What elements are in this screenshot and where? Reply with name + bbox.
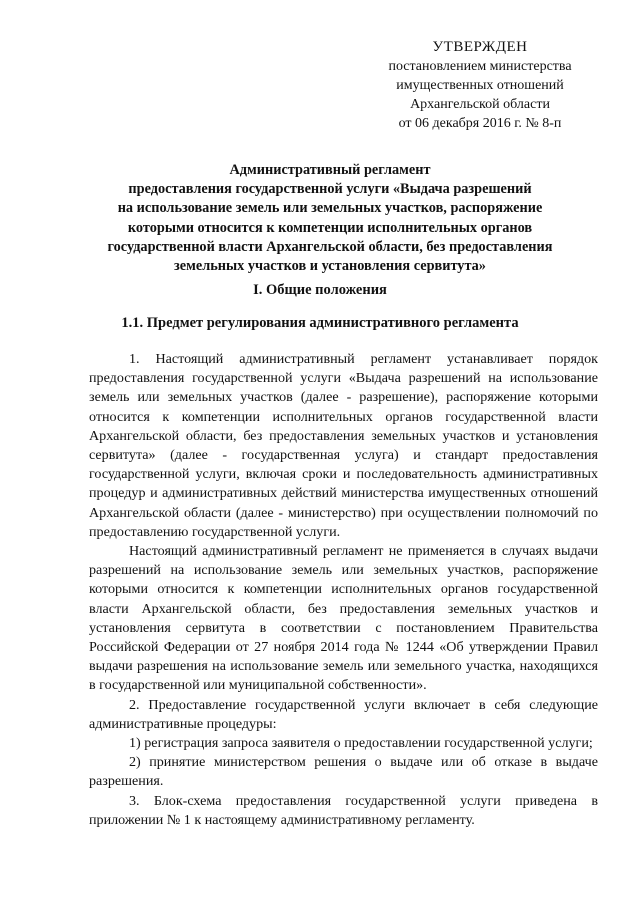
title-line: которыми относится к компетенции исполнительных органов	[127, 219, 533, 236]
approval-stamp	[360, 38, 600, 133]
title-line: Административный регламент	[229, 162, 431, 178]
section-heading: I. Общие положения	[253, 282, 387, 298]
subsection-heading: 1.1. Предмет регулирования административного регламента	[121, 315, 519, 331]
paragraph: 2. Предоставление государственной услуги включает в себя следующие административные процедуры:	[89, 696, 598, 732]
paragraph: 2) принятие министерством решения о выдаче или об отказе в выдаче разрешения.	[89, 754, 598, 790]
approval-line: Архангельской области	[410, 97, 550, 112]
approval-line: имущественных отношений	[396, 78, 564, 93]
approval-line: постановлением министерства	[388, 59, 572, 74]
approval-line: от 06 декабря 2016 г. № 8-п	[398, 116, 562, 131]
paragraph: 3. Блок-схема предоставления государственной услуги приведена в приложении № 1 к настоящему административному регламенту.	[89, 792, 598, 828]
title-line: государственной власти Архангельской области, без предоставления	[107, 238, 553, 255]
document-body	[89, 350, 598, 830]
title-line: на использование земель или земельных участков, распоряжение	[117, 200, 543, 217]
paragraph: 1) регистрация запроса заявителя о предоставлении государственной услуги;	[129, 735, 593, 752]
paragraph: Настоящий административный регламент не применяется в случаях выдачи разрешений на использование земель или земельных участков, распоряжение которыми относится к компетенции исполнительных органов государственной власти Архангельской области, без предоставления земельных участков и установления сервитута в соответствии с постановлением Правительства Российской Федерации от 27 ноября 2014 года № 1244 «Об утверждении Правил выдачи разрешения на использование земель или земельного участка, находящихся в государственной или муниципальной собственности».	[89, 543, 598, 694]
document-title	[60, 161, 600, 276]
approval-line: УТВЕРЖДЕН	[432, 39, 528, 55]
title-line: земельных участков и установления сервитута»	[174, 258, 486, 275]
title-line: предоставления государственной услуги «Выдача разрешений	[128, 181, 532, 198]
paragraph: 1. Настоящий административный регламент устанавливает порядок предоставления государственной услуги «Выдача разрешений на использование земель или земельных участков (далее - разрешение), распоряжение которыми относится к компетенции исполнительных органов государственной власти Архангельской области, без предоставления земельных участков и установления сервитута» (далее - государственная услуга) и стандарт предоставления государственной услуги, включая сроки и последовательность административных процедур и административных действий министерства имущественных отношений Архангельской области (далее - министерство) при осуществлении полномочий по предоставлению государственной услуги.	[89, 351, 598, 540]
